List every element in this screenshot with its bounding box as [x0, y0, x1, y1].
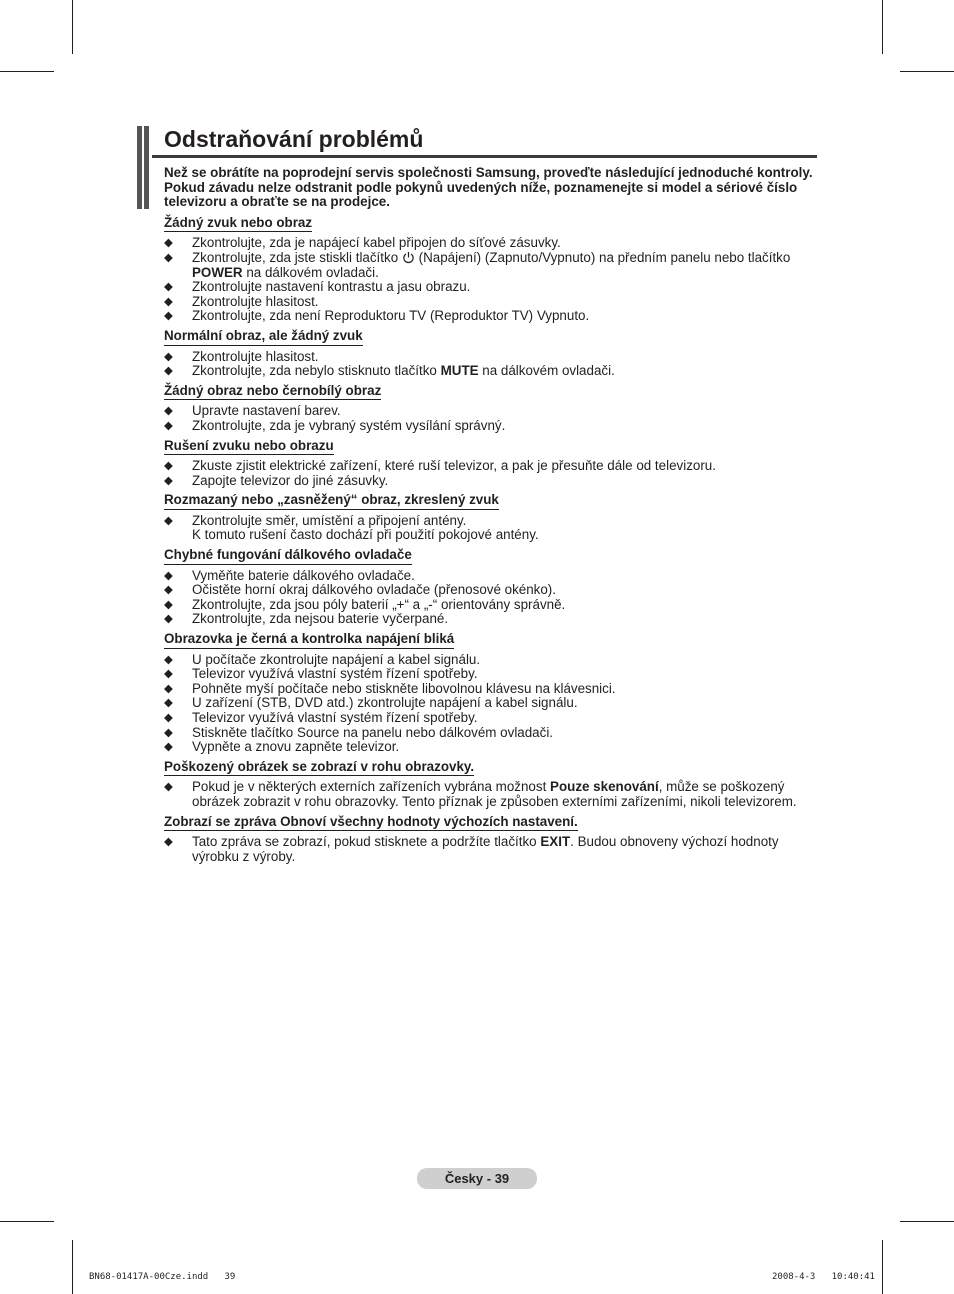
list-item: ◆ U zařízení (STB, DVD atd.) zkontrolujte napájení a kabel signálu. [164, 696, 819, 711]
item-list [164, 653, 819, 755]
list-item: ◆ Zkontrolujte, zda není Reproduktoru TV (Reproduktor TV) Vypnuto. [164, 309, 819, 324]
item-text: K tomuto rušení často dochází při použití pokojové antény. [192, 527, 539, 543]
item-text: . Budou obnoveny výchozí hodnoty výrobku z výroby. [192, 834, 779, 864]
item-text: na dálkovém ovladači. [482, 363, 615, 379]
section-title: Chybné fungování dálkového ovladače [164, 548, 412, 565]
intro-text [164, 166, 819, 210]
section-title: Rozmazaný nebo „zasněžený“ obraz, zkreslený zvuk [164, 493, 499, 510]
troubleshooting-content [164, 166, 819, 869]
item-text: (Napájení) (Zapnuto/Vypnuto) na předním panelu nebo tlačítko [418, 249, 791, 265]
scan-only-label: Pouze skenování [550, 779, 659, 795]
list-item: ◆ Zkontrolujte, zda je vybraný systém vysílání správný. [164, 419, 819, 434]
section-interference [164, 439, 819, 489]
item-list [164, 569, 819, 627]
item-list [164, 404, 819, 433]
list-item: ◆ Zkontrolujte, zda jsou póly baterií „+“ a „-“ orientovány správně. [164, 598, 819, 613]
list-item: ◆ Zkuste zjistit elektrické zařízení, které ruší televizor, a pak je přesuňte dále od televizoru. [164, 459, 819, 474]
section-no-picture-bw [164, 384, 819, 434]
item-text: Zkontrolujte, zda jste stiskli tlačítko [192, 249, 399, 265]
list-item [164, 835, 819, 864]
footer-file-name: BN68-01417A-00Cze.indd 39 [89, 1272, 236, 1282]
power-icon [402, 251, 415, 264]
section-title: Normální obraz, ale žádný zvuk [164, 329, 363, 346]
exit-key-label: EXIT [540, 834, 571, 850]
list-item: ◆ Zkontrolujte hlasitost. [164, 295, 819, 310]
section-title: Poškozený obrázek se zobrazí v rohu obrazovky. [164, 760, 474, 777]
title-side-bar [144, 126, 149, 209]
list-item: ◆ Zapojte televizor do jiné zásuvky. [164, 474, 819, 489]
crop-mark [0, 1221, 54, 1222]
section-title: Obrazovka je černá a kontrolka napájení bliká [164, 632, 454, 649]
list-item [164, 364, 819, 379]
section-damaged-image-corner [164, 760, 819, 810]
footer-timestamp: 2008-4-3 10:40:41 [772, 1272, 875, 1282]
list-item: ◆ Očistěte horní okraj dálkového ovladače (přenosové okénko). [164, 583, 819, 598]
item-list [164, 459, 819, 488]
item-list [164, 350, 819, 379]
section-remote-malfunction [164, 548, 819, 627]
list-item [164, 251, 819, 280]
list-item: ◆ Upravte nastavení barev. [164, 404, 819, 419]
item-list [164, 514, 819, 543]
section-title: Zobrazí se zpráva Obnoví všechny hodnoty výchozích nastavení. [164, 815, 578, 832]
mute-key-label: MUTE [440, 363, 479, 379]
list-item: ◆ Televizor využívá vlastní systém řízení spotřeby. [164, 711, 819, 726]
list-item: ◆ U počítače zkontrolujte napájení a kabel signálu. [164, 653, 819, 668]
crop-mark [0, 71, 54, 72]
list-item [164, 514, 819, 543]
section-title: Žádný obraz nebo černobílý obraz [164, 384, 381, 401]
item-text: , může se poškozený obrázek zobrazit v rohu obrazovky. Tento příznak je způsoben externími zařízeními, nikoli televizorem. [192, 779, 797, 809]
title-side-bar [137, 126, 142, 209]
item-list [164, 835, 819, 864]
item-text: Zkontrolujte, zda nebylo stisknuto tlačítko [192, 363, 437, 379]
list-item: ◆ Zkontrolujte nastavení kontrastu a jasu obrazu. [164, 280, 819, 295]
item-text: Tato zpráva se zobrazí, pokud stisknete a podržíte tlačítko [192, 834, 537, 850]
crop-mark [882, 1240, 883, 1294]
section-normal-picture-no-sound [164, 329, 819, 379]
crop-mark [72, 0, 73, 54]
intro-line-2: Pokud závadu nelze odstranit podle pokynů uvedených níže, poznamenejte si model a sériové číslo televizoru a obraťte se na prodejce. [164, 179, 798, 210]
section-snowy-picture [164, 493, 819, 543]
crop-mark [882, 0, 883, 54]
section-reset-message [164, 815, 819, 865]
title-underline [152, 155, 817, 158]
power-key-label: POWER [192, 264, 243, 280]
section-title: Žádný zvuk nebo obraz [164, 216, 312, 233]
item-list [164, 236, 819, 324]
item-list [164, 780, 819, 809]
list-item: ◆ Pohněte myší počítače nebo stiskněte libovolnou klávesu na klávesnici. [164, 682, 819, 697]
list-item [164, 780, 819, 809]
crop-mark [900, 71, 954, 72]
intro-line-1: Než se obrátíte na poprodejní servis společnosti Samsung, proveďte následující jednoduché kontroly. [164, 165, 813, 180]
list-item: ◆ Zkontrolujte hlasitost. [164, 350, 819, 365]
section-title: Rušení zvuku nebo obrazu [164, 439, 334, 456]
section-black-screen [164, 632, 819, 755]
list-item: ◆ Stiskněte tlačítko Source na panelu nebo dálkovém ovladači. [164, 726, 819, 741]
page-title: Odstraňování problémů [164, 126, 424, 152]
list-item: ◆ Vyměňte baterie dálkového ovladače. [164, 569, 819, 584]
item-text: Pokud je v některých externích zařízeních vybrána možnost [192, 779, 547, 795]
page-number-badge: Česky - 39 [417, 1168, 537, 1189]
crop-mark [900, 1221, 954, 1222]
crop-mark [72, 1240, 73, 1294]
list-item: ◆ Vypněte a znovu zapněte televizor. [164, 740, 819, 755]
section-no-sound-or-picture [164, 216, 819, 324]
list-item: ◆ Zkontrolujte, zda nejsou baterie vyčerpané. [164, 612, 819, 627]
item-text: Zkontrolujte směr, umístění a připojení antény. [192, 512, 467, 528]
item-text: na dálkovém ovladači. [246, 264, 379, 280]
list-item: ◆ Zkontrolujte, zda je napájecí kabel připojen do síťové zásuvky. [164, 236, 819, 251]
list-item: ◆ Televizor využívá vlastní systém řízení spotřeby. [164, 667, 819, 682]
